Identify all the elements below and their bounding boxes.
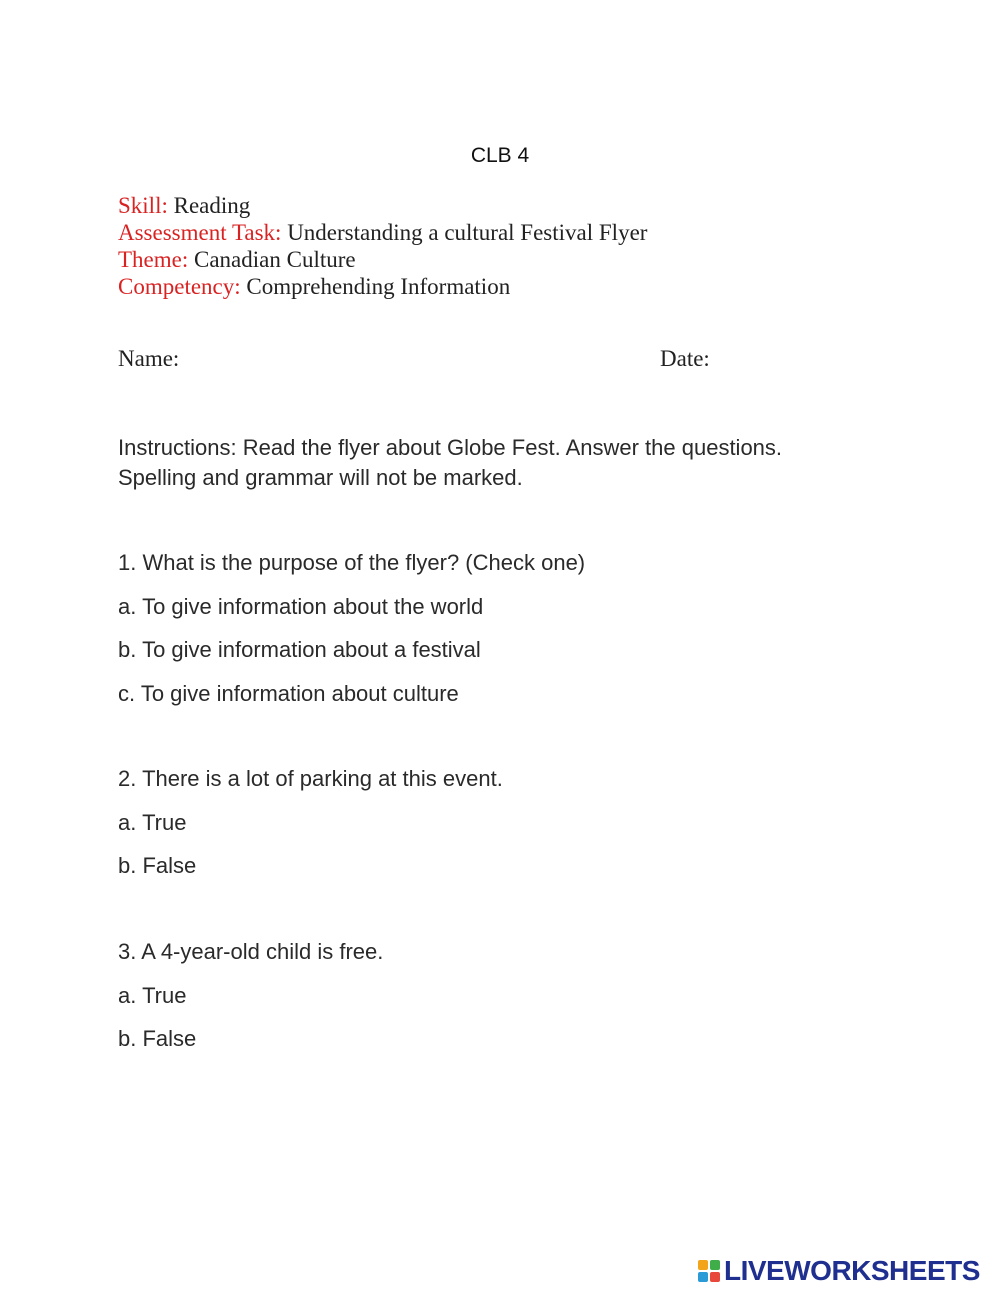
liveworksheets-logo <box>698 1256 980 1286</box>
logo-block <box>710 1272 720 1282</box>
logo-block <box>698 1260 708 1270</box>
logo-text: LIVEWORKSHEETS <box>724 1255 980 1286</box>
logo-block <box>710 1260 720 1270</box>
answer-option[interactable]: c. To give information about culture <box>118 680 459 706</box>
meta-row-assessment-task <box>118 219 647 246</box>
meta-row-competency <box>118 273 647 300</box>
meta-label: Competency: <box>118 274 241 299</box>
instructions-line-2: Spelling and grammar will not be marked. <box>118 465 523 490</box>
question-prompt: 1. What is the purpose of the flyer? (Check one) <box>118 550 586 575</box>
question-prompt: 3. A 4-year-old child is free. <box>118 939 384 964</box>
question-3 <box>118 937 383 1068</box>
instructions <box>118 433 898 493</box>
question-1 <box>118 548 585 722</box>
answer-option[interactable]: b. False <box>118 1026 197 1051</box>
meta-row-theme <box>118 246 647 273</box>
assessment-meta <box>118 192 647 300</box>
date-label: Date: <box>660 346 710 371</box>
answer-option[interactable]: b. To give information about a festival <box>118 637 481 662</box>
page-title: CLB 4 <box>470 144 530 167</box>
answer-option[interactable]: a. True <box>118 809 187 835</box>
logo-blocks-icon <box>698 1260 720 1282</box>
meta-label: Skill: <box>118 193 168 218</box>
question-prompt: 2. There is a lot of parking at this event. <box>118 766 503 791</box>
meta-value: Reading <box>173 193 251 218</box>
answer-option[interactable]: a. To give information about the world <box>118 593 484 619</box>
meta-label: Theme: <box>118 247 189 272</box>
meta-row-skill <box>118 192 647 219</box>
answer-option[interactable]: b. False <box>118 853 197 878</box>
answer-option[interactable]: a. True <box>118 982 187 1008</box>
question-2 <box>118 764 503 895</box>
logo-block <box>698 1272 708 1282</box>
meta-value: Comprehending Information <box>246 274 511 299</box>
name-label: Name: <box>118 346 180 371</box>
meta-label: Assessment Task: <box>118 220 282 245</box>
meta-value: Canadian Culture <box>194 247 356 272</box>
instructions-line-1: Instructions: Read the flyer about Globe Fest. Answer the questions. <box>118 435 783 460</box>
meta-value: Understanding a cultural Festival Flyer <box>287 220 648 245</box>
